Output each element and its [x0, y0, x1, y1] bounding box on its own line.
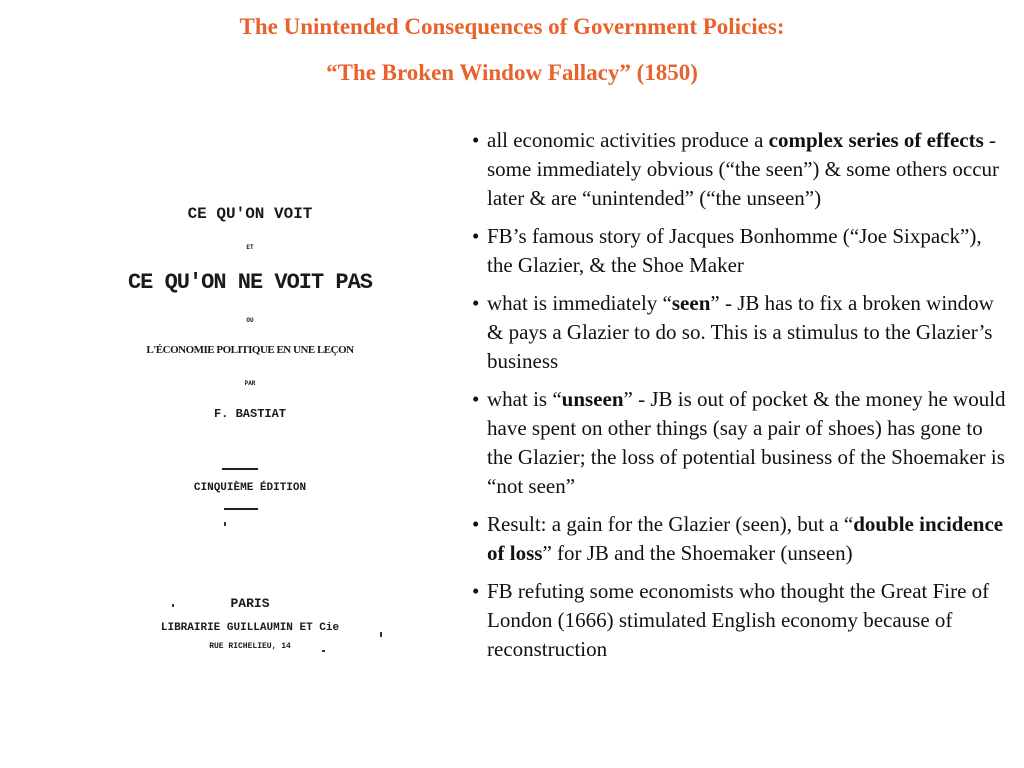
bullet-item: • what is “unseen” - JB is out of pocket & the money he would have spent on other things (say a pair of shoes) has gone to the Glazier; the loss of potential business of the Shoemaker is “not seen”	[472, 385, 1012, 501]
book-edition: CINQUIÈME ÉDITION	[193, 482, 307, 494]
slide-title: The Unintended Consequences of Government Policies:	[239, 14, 785, 39]
book-title-page-image	[100, 150, 400, 660]
slide-subtitle: “The Broken Window Fallacy” (1850)	[326, 60, 698, 85]
bullet-item: • FB refuting some economists who thought the Great Fire of London (1666) stimulated English economy because of reconstruction	[472, 577, 1012, 664]
book-address: RUE RICHELIEU, 14	[209, 642, 291, 651]
bullet-item: • what is immediately “seen” - JB has to fix a broken window & pays a Glazier to do so. This is a stimulus to the Glazier’s business	[472, 289, 1012, 376]
book-subtitle: L'ÉCONOMIE POLITIQUE EN UNE LEÇON	[146, 344, 354, 356]
divider-rule	[222, 468, 258, 470]
print-speck	[172, 604, 174, 607]
bullet-item: • FB’s famous story of Jacques Bonhomme (“Joe Sixpack”), the Glazier, & the Shoe Maker	[472, 222, 1012, 280]
book-city: PARIS	[230, 596, 270, 611]
divider-rule	[224, 508, 258, 510]
book-title-et: ET	[246, 244, 254, 251]
print-speck	[380, 632, 382, 637]
bullet-item: • all economic activities produce a complex series of effects - some immediately obvious (“the seen”) & some others occur later & are “unintended” (“the unseen”)	[472, 126, 1012, 213]
bullet-item: • Result: a gain for the Glazier (seen), but a “double incidence of loss” for JB and the Shoemaker (unseen)	[472, 510, 1012, 568]
book-publisher: LIBRAIRIE GUILLAUMIN ET Cie	[160, 622, 340, 634]
book-author: F. BASTIAT	[213, 407, 286, 421]
bullet-list	[472, 126, 1012, 673]
print-speck	[224, 522, 226, 526]
book-title-ou: OU	[246, 317, 254, 324]
book-par: PAR	[244, 380, 256, 387]
book-title-line2: CE QU'ON NE VOIT PAS	[127, 270, 373, 295]
print-speck	[322, 650, 325, 652]
book-title-line1: CE QU'ON VOIT	[187, 205, 313, 223]
